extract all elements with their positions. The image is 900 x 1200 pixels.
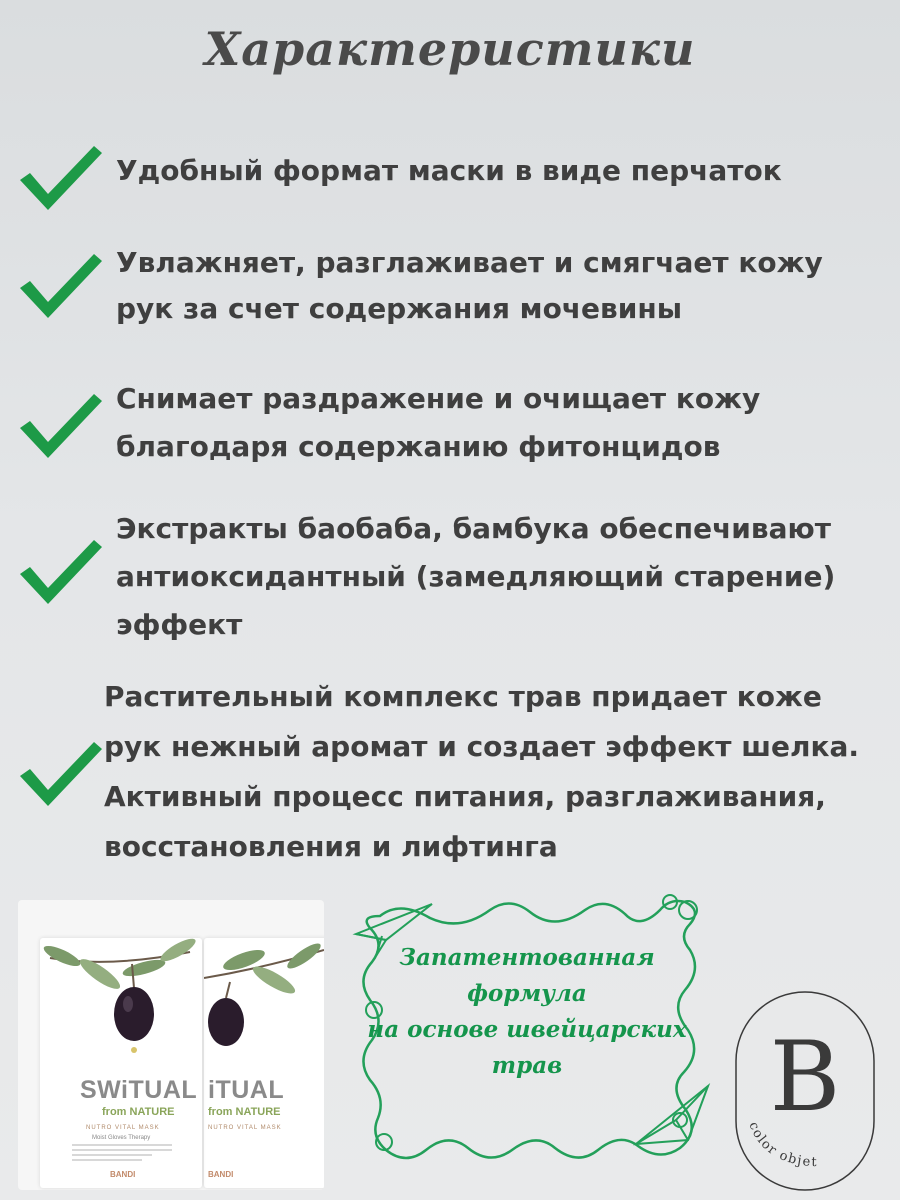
feature-line: рук нежный аромат и создает эффект шелка. — [104, 730, 860, 763]
feature-line: Удобный формат маски в виде перчаток — [116, 154, 782, 187]
patent-line: Запатентованная — [399, 944, 655, 971]
patent-caption — [362, 940, 692, 1084]
product-line: NUTRO VITAL MASK — [208, 1125, 282, 1131]
logo-letter: B — [769, 1021, 841, 1133]
checkmark-icon — [14, 388, 106, 464]
product-maker: BANDI — [208, 1170, 234, 1179]
checkmark-icon — [14, 248, 106, 324]
product-line: NUTRO VITAL MASK — [86, 1125, 160, 1131]
feature-line: Активный процесс питания, разглаживания, — [104, 780, 826, 813]
feature-line: благодаря содержанию фитонцидов — [116, 430, 721, 463]
product-photo — [18, 900, 324, 1190]
product-subline: Moist Gloves Therapy — [92, 1135, 151, 1141]
feature-line: рук за счет содержания мочевины — [116, 292, 683, 325]
product-pack-front — [40, 938, 202, 1188]
feature-line: антиоксидантный (замедляющий старение) — [116, 560, 836, 593]
paper-plane-icon — [632, 1080, 714, 1152]
feature-line: эффект — [116, 608, 243, 641]
feature-line: Экстракты баобаба, бамбука обеспечивают — [116, 512, 831, 545]
patent-line: на основе швейцарских — [367, 1016, 687, 1043]
brand-logo — [734, 990, 876, 1192]
checkmark-icon — [14, 140, 106, 216]
feature-line: Снимает раздражение и очищает кожу — [116, 382, 761, 415]
logo-caption: color objet — [745, 1119, 819, 1171]
feature-line: Растительный комплекс трав придает коже — [104, 680, 822, 713]
olive-branch-icon — [40, 938, 202, 1068]
checkmark-icon — [14, 736, 106, 812]
page-title: Характеристики — [204, 22, 696, 76]
product-subbrand: from NATURE — [208, 1106, 281, 1118]
product-brand: SWiTUAL — [80, 1076, 198, 1104]
product-fineprint — [72, 1144, 172, 1164]
product-subbrand: from NATURE — [102, 1106, 175, 1118]
product-brand-cropped: iTUAL — [208, 1076, 285, 1104]
feature-line: Увлажняет, разглаживает и смягчает кожу — [116, 246, 823, 279]
product-pack-back — [204, 938, 324, 1188]
checkmark-icon — [14, 534, 106, 610]
olive-branch-icon — [204, 938, 324, 1068]
patent-line: формула — [467, 980, 587, 1007]
feature-line: восстановления и лифтинга — [104, 830, 558, 863]
product-maker: BANDI — [110, 1170, 136, 1179]
patent-line: трав — [491, 1052, 563, 1079]
